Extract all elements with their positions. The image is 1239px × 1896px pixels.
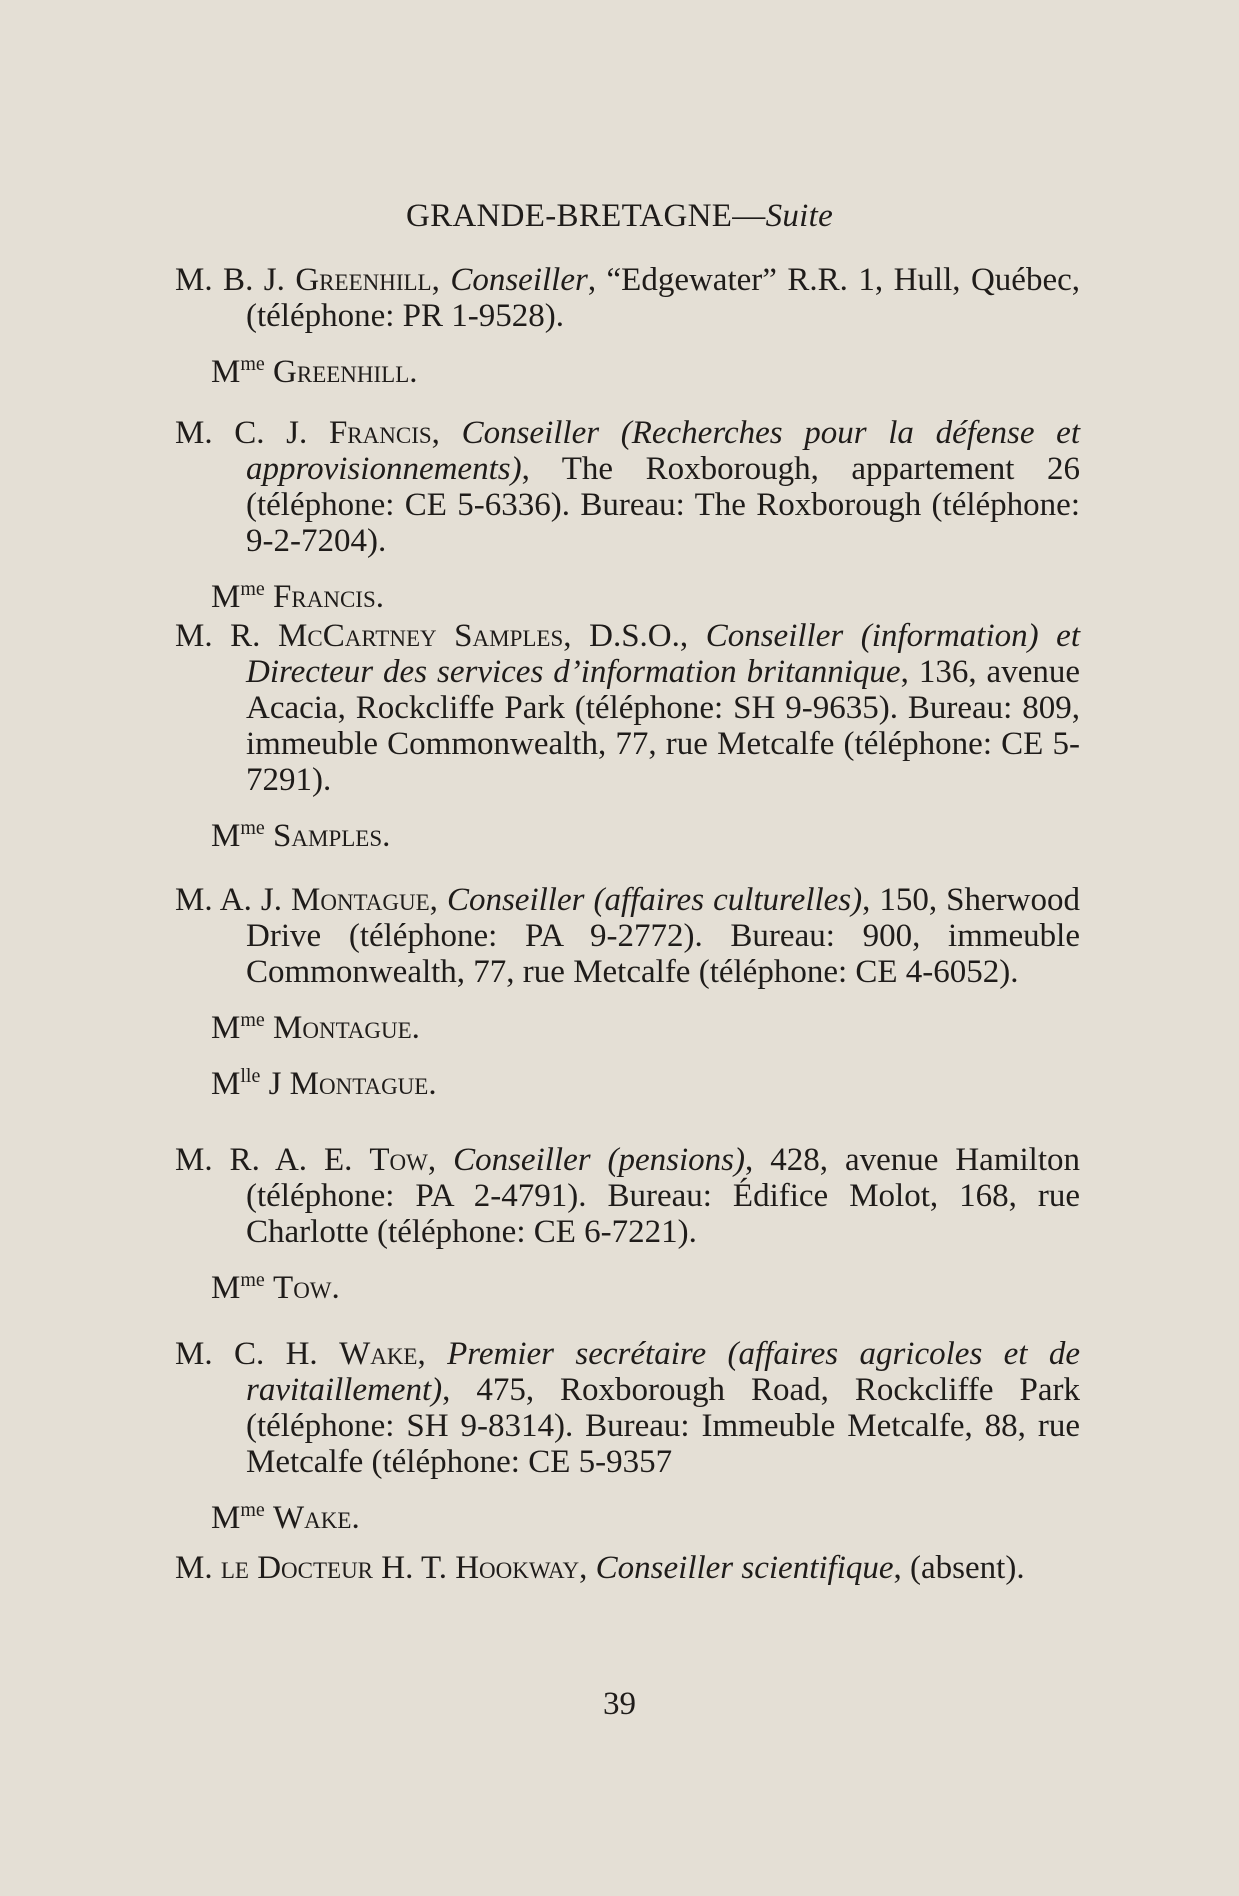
spouse-name: J Montague. — [268, 1066, 437, 1102]
spouse-line — [175, 810, 1080, 854]
entry-main — [175, 1336, 1080, 1480]
spouse-title: M — [211, 1066, 241, 1102]
entry-separator: , — [579, 1550, 596, 1586]
entry-name: Wake — [339, 1336, 418, 1372]
entry-separator: , — [429, 882, 447, 918]
entry-separator: , — [427, 1142, 454, 1178]
entry-prefix: M. C. J. — [175, 415, 329, 451]
entry-separator: , — [431, 415, 462, 451]
spouse-name: Tow. — [273, 1270, 340, 1306]
spouse-line — [175, 1262, 1080, 1306]
spouse-line — [175, 1002, 1080, 1046]
entry-role: Conseiller — [450, 262, 588, 298]
entry-name: Greenhill — [295, 262, 432, 298]
spouse-line — [175, 571, 1080, 615]
entry-main — [175, 262, 1080, 334]
entry-main — [175, 618, 1080, 798]
spouse-name: Greenhill. — [273, 354, 418, 390]
entry-separator: , — [417, 1336, 448, 1372]
entry-role: Conseiller (information) et Directeur des services d’information britannique — [246, 618, 1080, 690]
spouse-title-sup: me — [240, 1269, 265, 1291]
entry-role: Premier secrétaire (affaires agricoles et de ravitaillement) — [246, 1336, 1080, 1408]
spouse-line — [175, 346, 1080, 390]
entry-name: le Docteur H. T. Hookway — [220, 1550, 580, 1586]
entry-prefix: M. R. — [175, 618, 279, 654]
entry-address: , 136, avenue Acacia, Rockcliffe Park (téléphone: SH 9-9635). Bureau: 809, immeuble Commonwealth, 77, rue Metcalfe (téléphone: CE 5-7291). — [246, 654, 1080, 798]
page-header — [0, 198, 1239, 235]
directory-entry — [175, 415, 1080, 615]
directory-entry — [175, 1550, 1080, 1586]
entry-separator: , — [431, 262, 451, 298]
entry-name: Montague — [291, 882, 430, 918]
spouse-name: Samples. — [273, 818, 391, 854]
spouse-title-sup: me — [240, 817, 265, 839]
spouse-name: Montague. — [273, 1010, 420, 1046]
header-suite: Suite — [765, 198, 834, 234]
directory-entry — [175, 882, 1080, 1102]
spouse-title-sup: lle — [240, 1065, 261, 1087]
entry-name: Francis — [328, 415, 432, 451]
entry-address: , “Edgewater” R.R. 1, Hull, Québec, (téléphone: PR 1-9528). — [246, 262, 1080, 334]
entry-main — [175, 1550, 1080, 1586]
entry-role: Conseiller (affaires culturelles) — [446, 882, 863, 918]
spouse-name: Wake. — [273, 1500, 360, 1536]
entry-prefix: M. — [175, 1550, 221, 1586]
entry-main — [175, 415, 1080, 559]
entry-role: Conseiller (Recherches pour la défense et approvisionnements) — [246, 415, 1080, 487]
entry-main — [175, 1142, 1080, 1250]
spouse-title: M — [211, 579, 241, 615]
entry-main — [175, 882, 1080, 990]
entry-prefix: M. C. H. — [175, 1336, 340, 1372]
spouse-title: M — [211, 818, 241, 854]
entry-address: , 150, Sherwood Drive (téléphone: PA 9-2772). Bureau: 900, immeuble Commonwealth, 77, rue Metcalfe (téléphone: CE 4-6052). — [246, 882, 1080, 990]
entry-name: McCartney Samples — [278, 618, 564, 654]
entry-prefix: M. A. J. — [175, 882, 291, 918]
page-number: 39 — [603, 1686, 636, 1722]
spouse-line — [175, 1492, 1080, 1536]
directory-entry — [175, 1336, 1080, 1536]
spouse-title: M — [211, 1270, 241, 1306]
entry-address: , (absent). — [893, 1550, 1025, 1586]
spouse-title: M — [211, 354, 241, 390]
spouse-title: M — [211, 1010, 241, 1046]
header-title: GRANDE-BRETAGNE— — [405, 198, 766, 234]
entry-address: , 428, avenue Hamilton (téléphone: PA 2-4791). Bureau: Édifice Molot, 168, rue Charlotte (téléphone: CE 6-7221). — [246, 1142, 1080, 1250]
entry-separator: , D.S.O., — [563, 618, 706, 654]
spouse-line — [175, 1058, 1080, 1102]
entry-role: Conseiller (pensions) — [453, 1142, 746, 1178]
directory-entry — [175, 618, 1080, 854]
entry-name: Tow — [369, 1142, 428, 1178]
entry-prefix: M. B. J. — [175, 262, 296, 298]
directory-entry — [175, 262, 1080, 390]
directory-entry — [175, 1142, 1080, 1306]
entry-address: , 475, Roxborough Road, Rockcliffe Park (téléphone: SH 9-8314). Bureau: Immeuble Metcalfe, 88, rue Metcalfe (téléphone: CE 5-9357 — [246, 1372, 1080, 1480]
spouse-title: M — [211, 1500, 241, 1536]
spouse-title-sup: me — [240, 1009, 265, 1031]
entry-prefix: M. R. A. E. — [175, 1142, 370, 1178]
spouse-name: Francis. — [273, 579, 384, 615]
spouse-title-sup: me — [240, 1499, 265, 1521]
spouse-title-sup: me — [240, 578, 265, 600]
entry-address: , The Roxborough, appartement 26 (téléphone: CE 5-6336). Bureau: The Roxborough (téléphone: 9-2-7204). — [246, 451, 1080, 559]
entry-role: Conseiller scientifique — [595, 1550, 894, 1586]
spouse-title-sup: me — [240, 353, 265, 375]
